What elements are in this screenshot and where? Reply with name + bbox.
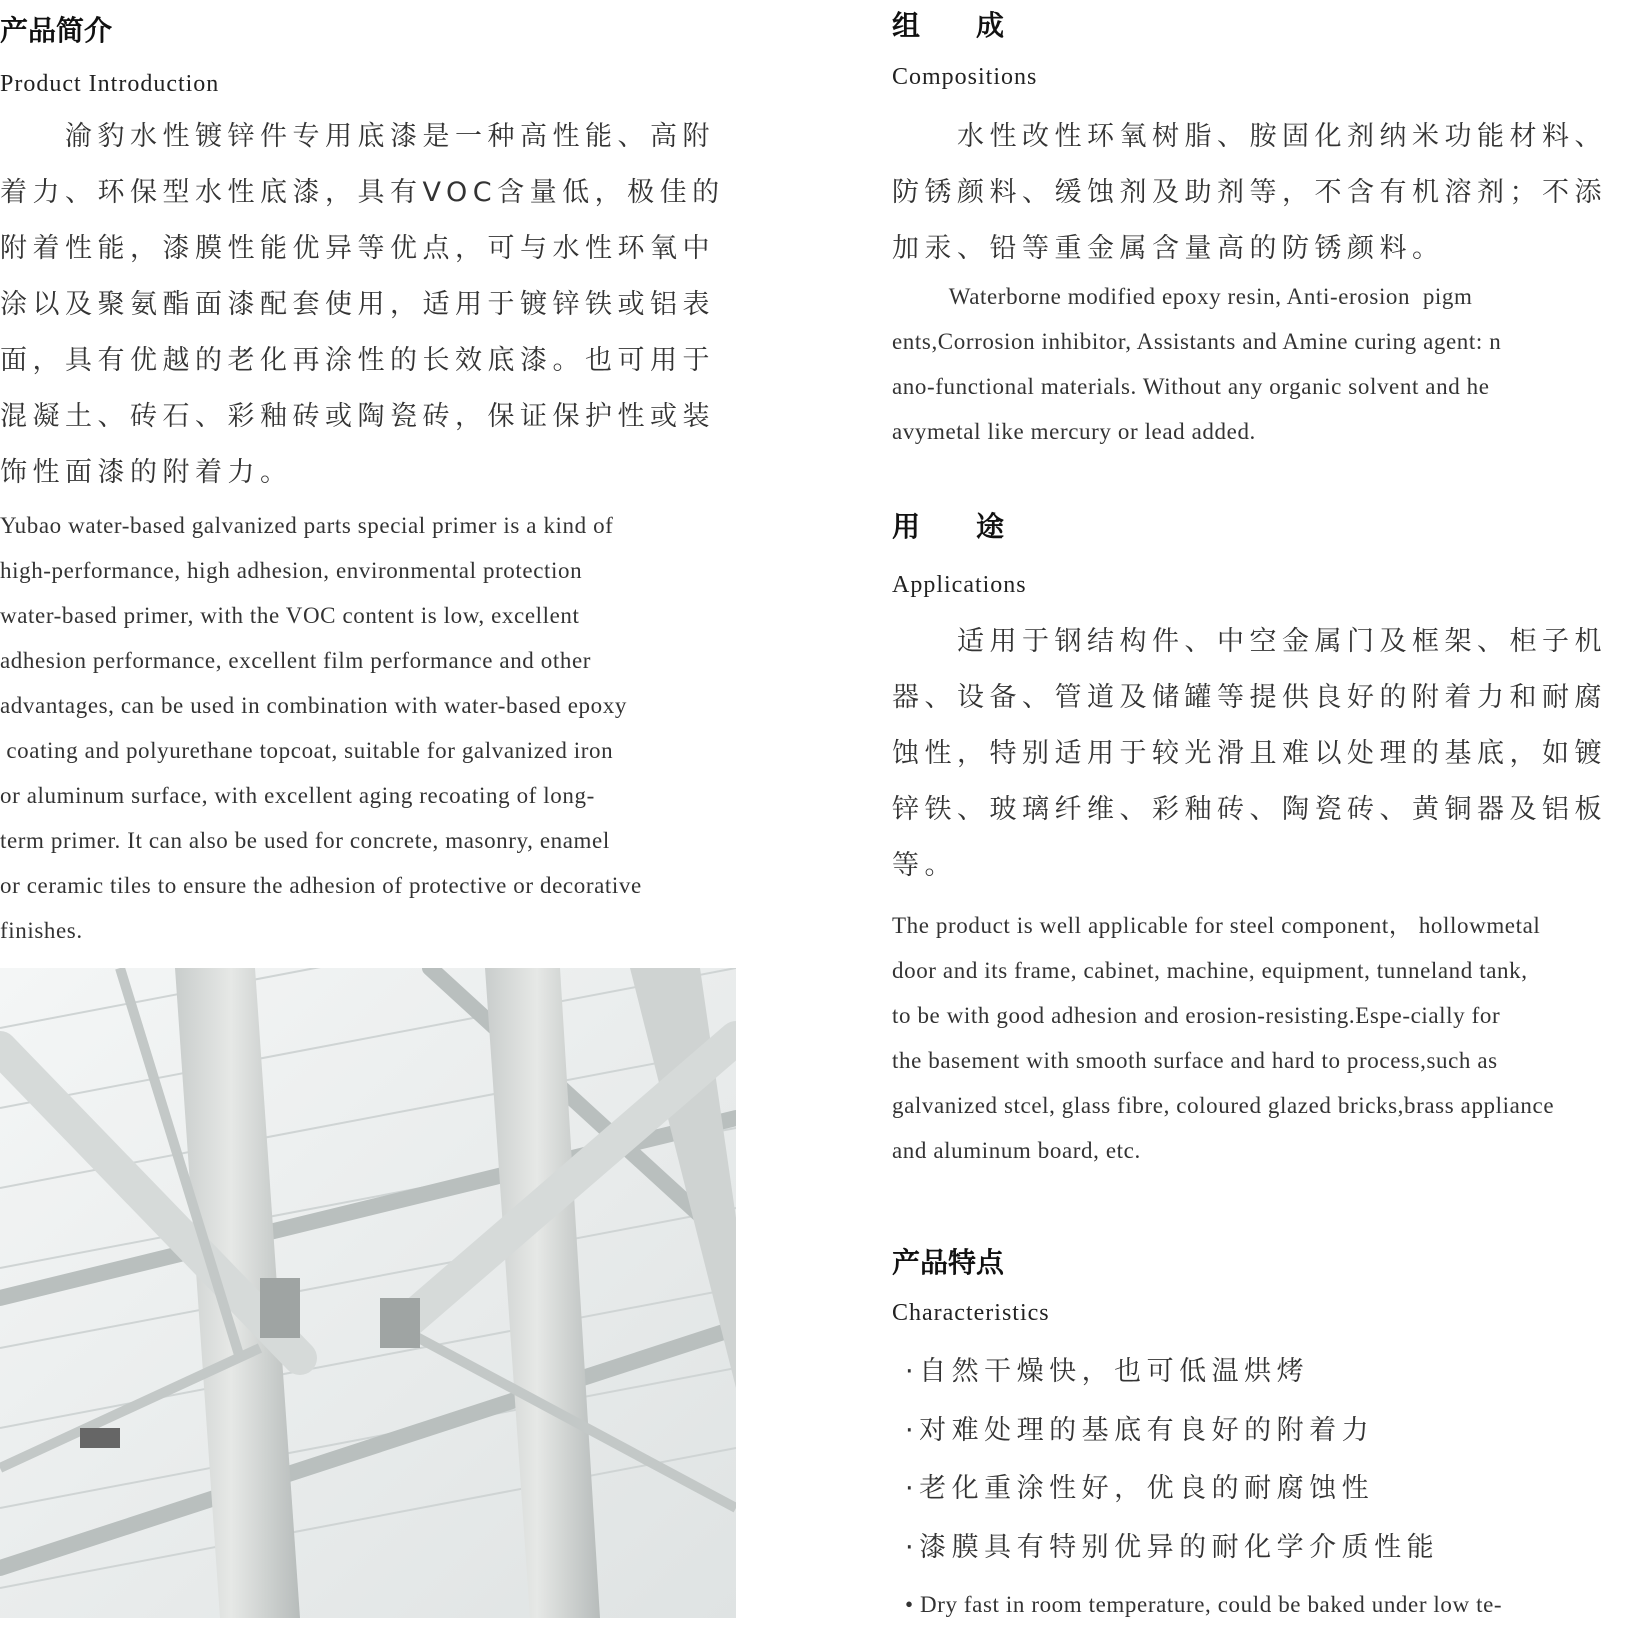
compositions-title-en: Compositions — [892, 64, 1038, 90]
text-line: adhesion performance, excellent film performance and other — [0, 648, 592, 673]
characteristics-title-cn: 产品特点 — [892, 1246, 1005, 1279]
text-line: ano-functional materials. Without any organic solvent and he — [892, 374, 1490, 399]
applications-title-cn: 用 途 — [892, 510, 1005, 543]
text-line: 着力、环保型水性底漆，具有VOC含量低，极佳的 — [0, 177, 725, 208]
text-line: 水性改性环氧树脂、胺固化剂纳米功能材料、 — [892, 121, 1607, 152]
intro-title-cn: 产品简介 — [0, 14, 113, 47]
text-line: door and its frame, cabinet, machine, equipment, tunneland tank, — [892, 958, 1528, 983]
applications-body-cn — [892, 614, 1607, 894]
text-line: or ceramic tiles to ensure the adhesion of protective or decorative — [0, 873, 642, 898]
intro-body-en — [0, 503, 642, 953]
text-line: avymetal like mercury or lead added. — [892, 419, 1256, 444]
text-line: ents,Corrosion inhibitor, Assistants and Amine curing agent: n — [892, 329, 1502, 354]
characteristics-bullets-en — [905, 1582, 1502, 1627]
text-line: finishes. — [0, 918, 83, 943]
text-line: • Dry fast in room temperature, could be baked under low te- — [905, 1592, 1503, 1617]
text-line: 面，具有优越的老化再涂性的长效底漆。也可用于 — [0, 345, 715, 376]
compositions-body-cn — [892, 109, 1607, 277]
characteristics-bullets-cn — [905, 1343, 1439, 1577]
text-line: 锌铁、玻璃纤维、彩釉砖、陶瓷砖、黄铜器及铝板 — [892, 794, 1607, 825]
compositions-body-en — [892, 274, 1501, 454]
text-line: coating and polyurethane topcoat, suitable for galvanized iron — [0, 738, 614, 763]
text-line: galvanized stcel, glass fibre, coloured glazed bricks,brass appliance — [892, 1093, 1555, 1118]
text-line: 饰性面漆的附着力。 — [0, 457, 293, 488]
text-line: advantages, can be used in combination with water-based epoxy — [0, 693, 627, 718]
text-line: to be with good adhesion and erosion-resisting.Espe-cially for — [892, 1003, 1501, 1028]
text-line: 器、设备、管道及储罐等提供良好的附着力和耐腐 — [892, 682, 1607, 713]
text-line: 涂以及聚氨酯面漆配套使用，适用于镀锌铁或铝表 — [0, 289, 715, 320]
text-line: 加汞、铅等重金属含量高的防锈颜料。 — [892, 233, 1445, 264]
text-line: 混凝土、砖石、彩釉砖或陶瓷砖，保证保护性或装 — [0, 401, 715, 432]
text-line: ·漆膜具有特别优异的耐化学介质性能 — [905, 1531, 1440, 1563]
text-line: term primer. It can also be used for concrete, masonry, enamel — [0, 828, 610, 853]
text-line: and aluminum board, etc. — [892, 1138, 1141, 1163]
applications-title-en: Applications — [892, 572, 1027, 598]
text-line: Yubao water-based galvanized parts special primer is a kind of — [0, 513, 614, 538]
text-line: 蚀性，特别适用于较光滑且难以处理的基底，如镀 — [892, 738, 1607, 769]
text-line: water-based primer, with the VOC content is low, excellent — [0, 603, 580, 628]
text-line: 等。 — [892, 850, 957, 881]
text-line: 附着性能，漆膜性能优异等优点，可与水性环氧中 — [0, 233, 715, 264]
steel-structure-photo — [0, 968, 736, 1618]
characteristics-title-en: Characteristics — [892, 1300, 1050, 1326]
text-line: high-performance, high adhesion, environmental protection — [0, 558, 583, 583]
text-line: 防锈颜料、缓蚀剂及助剂等，不含有机溶剂；不添 — [892, 177, 1607, 208]
text-line: the basement with smooth surface and hard to process,such as — [892, 1048, 1498, 1073]
intro-title-en: Product Introduction — [0, 71, 220, 97]
text-line: ·老化重涂性好，优良的耐腐蚀性 — [905, 1473, 1375, 1504]
text-line: or aluminum surface, with excellent aging recoating of long- — [0, 783, 595, 808]
text-line: 适用于钢结构件、中空金属门及框架、柜子机 — [892, 626, 1607, 657]
intro-body-cn — [0, 109, 725, 501]
text-line: The product is well applicable for steel component， hollowmetal — [892, 913, 1541, 938]
text-line: 渝豹水性镀锌件专用底漆是一种高性能、高附 — [0, 121, 715, 152]
text-line: ·自然干燥快，也可低温烘烤 — [905, 1356, 1310, 1387]
text-line: ·对难处理的基底有良好的附着力 — [905, 1414, 1375, 1446]
text-line: Waterborne modified epoxy resin, Anti-erosion pigm — [892, 284, 1473, 309]
compositions-title-cn: 组 成 — [892, 9, 1005, 42]
applications-body-en — [892, 903, 1554, 1173]
